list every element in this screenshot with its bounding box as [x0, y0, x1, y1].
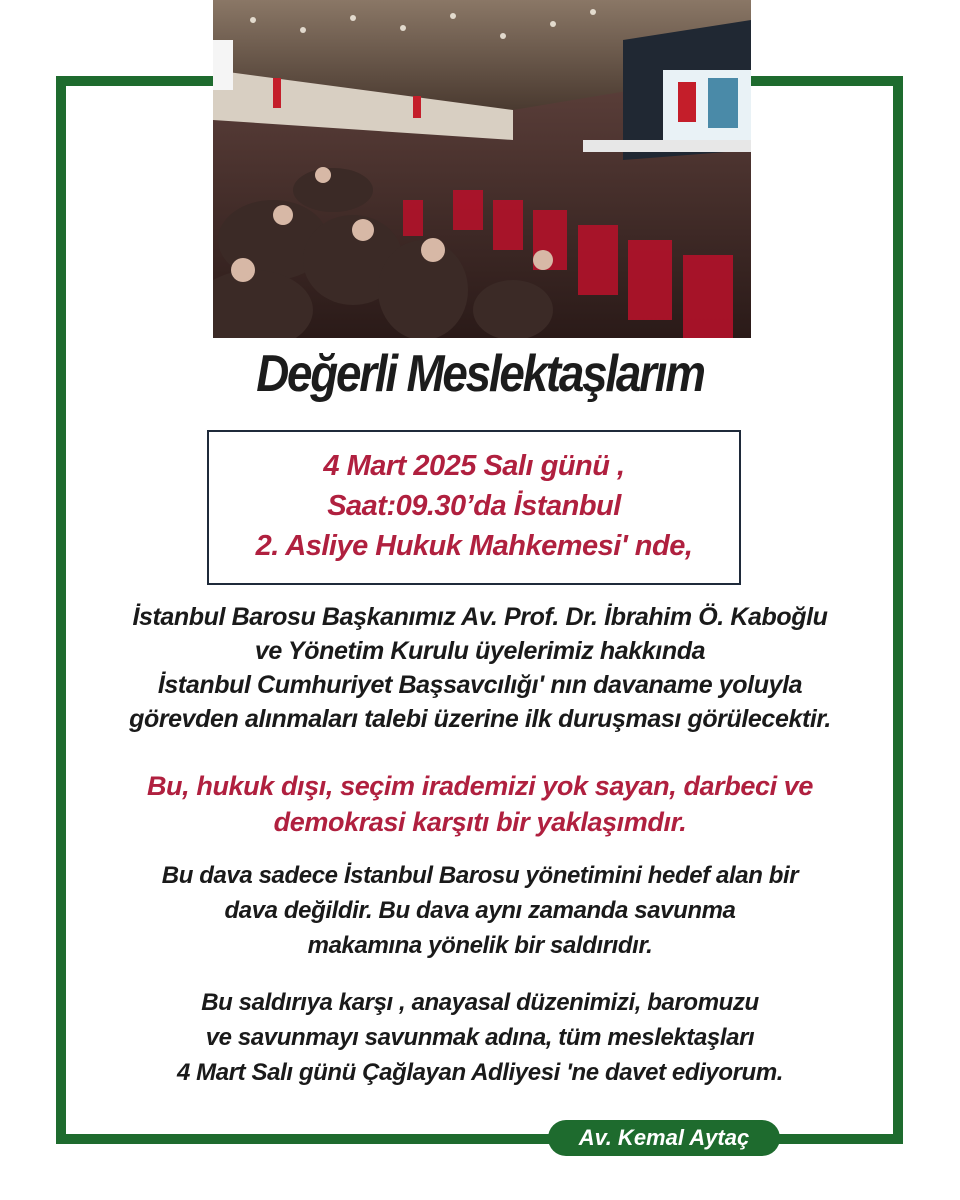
paragraph-line: 4 Mart Salı günü Çağlayan Adliyesi 'ne davet ediyorum. [176, 1059, 784, 1086]
info-date: 4 Mart 2025 Salı günü , [323, 450, 625, 482]
hearing-info-box [207, 430, 741, 585]
info-time-place: Saat:09.30’da İstanbul [327, 490, 621, 522]
paragraph-line: dava değildir. Bu dava aynı zamanda savunma [224, 897, 736, 924]
paragraph-line: Bu, hukuk dışı, seçim irademizi yok sayan, darbeci ve [146, 771, 814, 801]
paragraph-line: Bu dava sadece İstanbul Barosu yönetimini hedef alan bir [161, 862, 799, 889]
paragraph-line: ve savunmayı savunmak adına, tüm meslektaşları [205, 1024, 755, 1051]
paragraph-line: makamına yönelik bir saldırıdır. [307, 932, 653, 959]
paragraph-case-details [70, 600, 890, 736]
signature-badge: Av. Kemal Aytaç [548, 1120, 780, 1156]
paragraph-attack [70, 858, 890, 963]
info-court: 2. Asliye Hukuk Mahkemesi' nde, [255, 530, 693, 562]
conference-hall-photo [213, 0, 751, 338]
paragraph-line: görevden alınmaları talebi üzerine ilk duruşması görülecektir. [129, 705, 831, 733]
paragraph-line: demokrasi karşıtı bir yaklaşımdır. [273, 807, 687, 837]
paragraph-line: İstanbul Barosu Başkanımız Av. Prof. Dr. İbrahim Ö. Kaboğlu [132, 603, 828, 631]
paragraph-statement [70, 768, 890, 840]
paragraph-line: Bu saldırıya karşı , anayasal düzenimizi, baromuzu [201, 989, 759, 1016]
page-heading: Değerli Meslektaşlarım [256, 345, 704, 403]
paragraph-invitation [70, 985, 890, 1090]
paragraph-line: ve Yönetim Kurulu üyelerimiz hakkında [254, 637, 706, 665]
paragraph-line: İstanbul Cumhuriyet Başsavcılığı' nın davaname yoluyla [157, 671, 803, 699]
